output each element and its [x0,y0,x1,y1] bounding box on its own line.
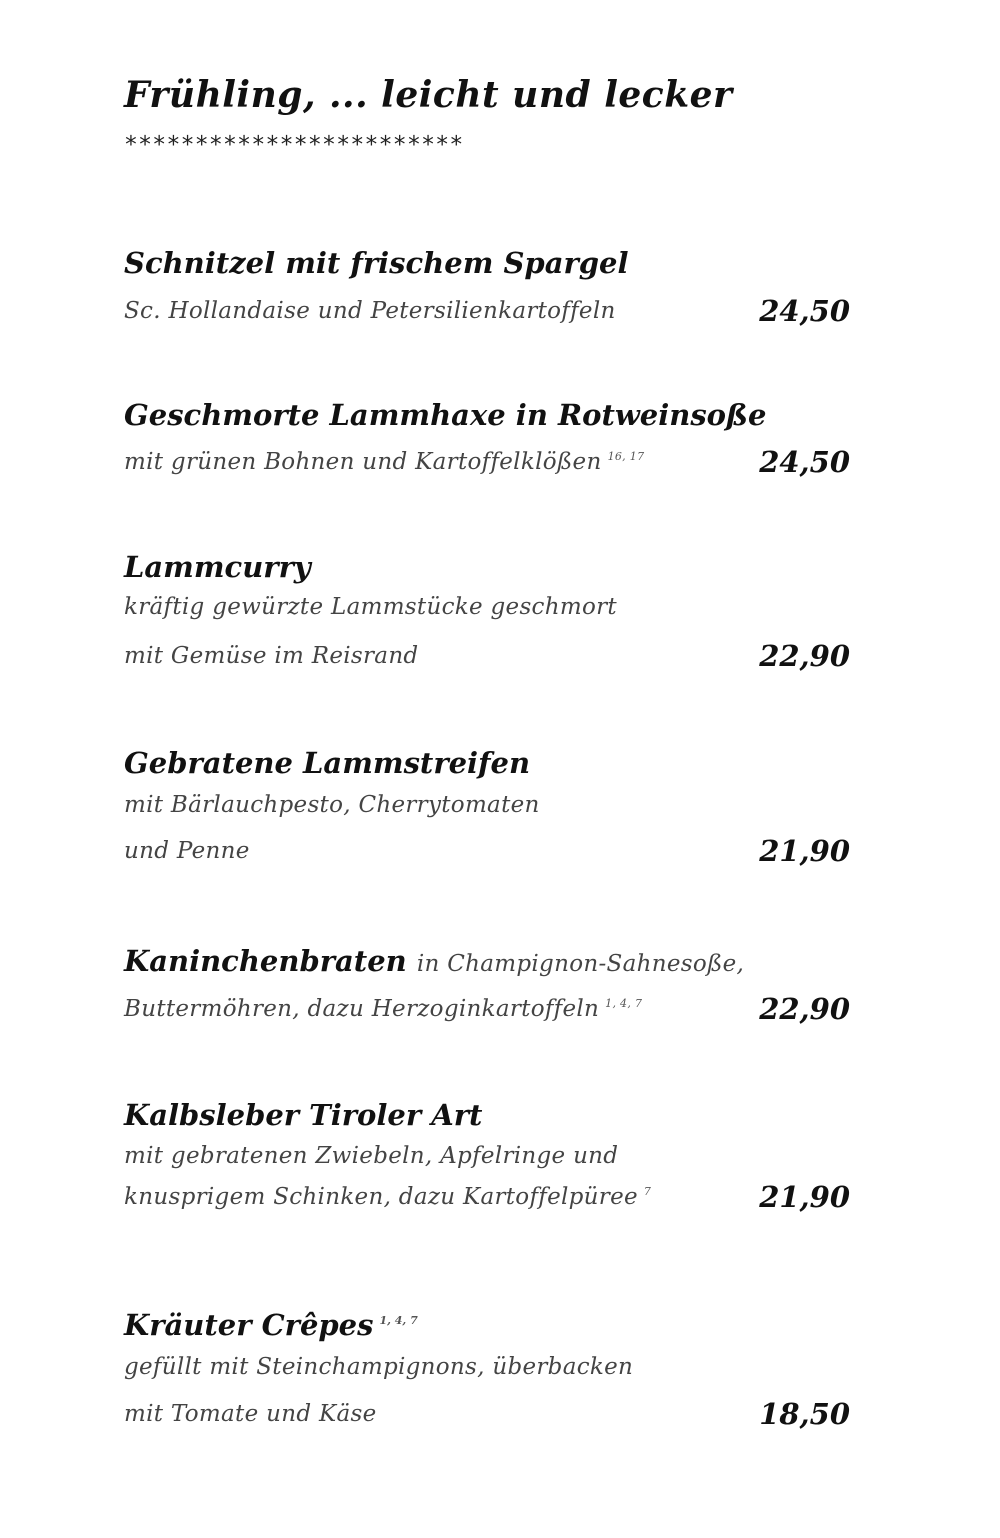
allergen-note: 1, 4, 7 [379,1314,418,1328]
dish-name: Schnitzel mit frischem Spargel [124,246,629,280]
dish-description [124,449,644,475]
dish-name [124,944,744,978]
dish-price: 24,50 [759,294,850,328]
dish-name: Geschmorte Lammhaxe in Rotweinsoße [124,398,767,432]
dish-price: 21,90 [759,834,850,868]
dish-description [124,996,642,1022]
dish-description: mit gebratenen Zwiebeln, Apfelringe und [124,1143,619,1169]
dish-description-text: knusprigem Schinken, dazu Kartoffelpüree [124,1184,638,1210]
dish-description: mit Gemüse im Reisrand [124,643,419,669]
star-divider: ************************ [124,132,464,158]
dish-description: Sc. Hollandaise und Petersilienkartoffeln [124,298,616,324]
dish-price: 18,50 [759,1397,850,1431]
dish-name: Gebratene Lammstreifen [124,746,531,780]
dish-price: 22,90 [759,639,850,673]
dish-description: und Penne [124,838,250,864]
allergen-note: 16, 17 [607,450,645,464]
dish-inline-description: in Champignon-Sahnesoße, [416,951,745,977]
dish-name-text: Kaninchenbraten [124,944,407,978]
dish-name-text: Kräuter Crêpes [124,1308,374,1342]
dish-description-text: Buttermöhren, dazu Herzoginkartoffeln [124,996,600,1022]
dish-price: 21,90 [759,1180,850,1214]
allergen-note: 7 [643,1185,652,1199]
menu-title: Frühling, ... leicht und lecker [124,74,733,116]
dish-price: 24,50 [759,445,850,479]
dish-name: Lammcurry [124,550,311,584]
dish-description: mit Tomate und Käse [124,1401,377,1427]
dish-description: gefüllt mit Steinchampignons, überbacken [124,1354,634,1380]
dish-price: 22,90 [759,992,850,1026]
dish-description: kräftig gewürzte Lammstücke geschmort [124,594,617,620]
dish-name [124,1308,418,1342]
allergen-note: 1, 4, 7 [605,997,643,1011]
dish-description [124,1184,651,1210]
dish-description-text: mit grünen Bohnen und Kartoffelklößen [124,449,602,475]
dish-description: mit Bärlauchpesto, Cherrytomaten [124,792,540,818]
dish-name: Kalbsleber Tiroler Art [124,1098,483,1132]
